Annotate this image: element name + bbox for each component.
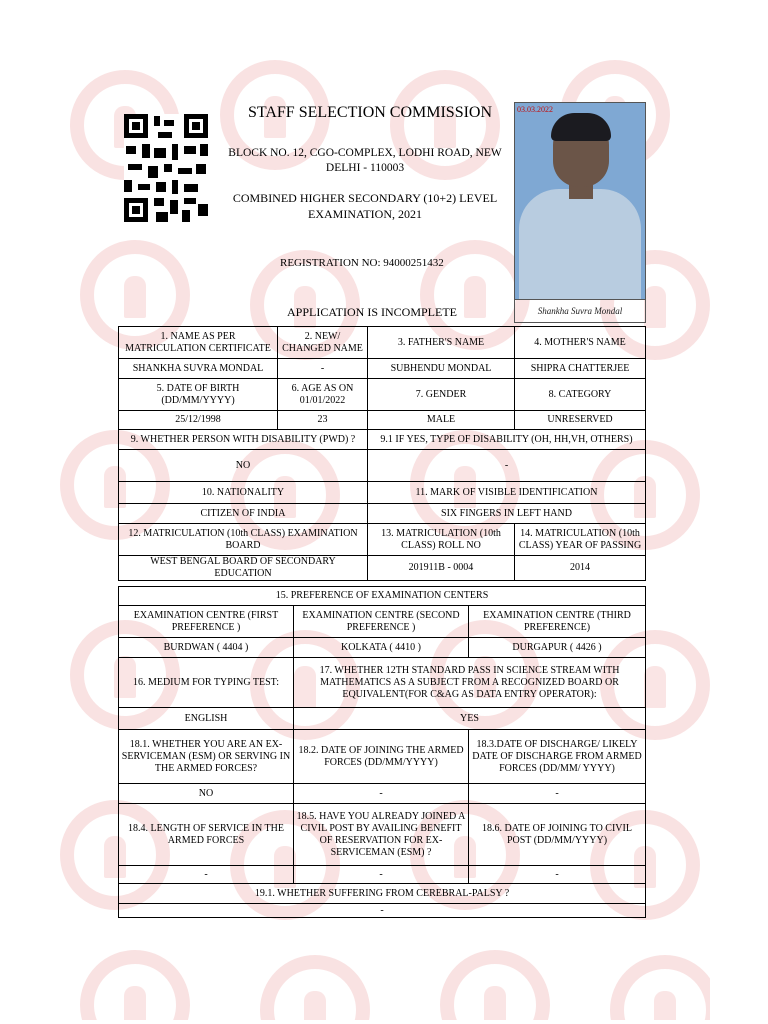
- civil-post-date-header: 18.6. DATE OF JOINING TO CIVIL POST (DD/MM/YYYY): [469, 804, 646, 866]
- category-header: 8. CATEGORY: [515, 379, 646, 411]
- identification-mark-header: 11. MARK OF VISIBLE IDENTIFICATION: [368, 482, 646, 504]
- mother-name-header: 4. MOTHER'S NAME: [515, 327, 646, 359]
- father-name-header: 3. FATHER'S NAME: [368, 327, 515, 359]
- typing-medium-header: 16. MEDIUM FOR TYPING TEST:: [119, 658, 294, 708]
- roll-value: 201911B - 0004: [368, 556, 515, 581]
- cerebral-palsy-value: -: [119, 904, 646, 918]
- passing-year-value: 2014: [515, 556, 646, 581]
- centre-second-header: EXAMINATION CENTRE (SECOND PREFERENCE ): [294, 606, 469, 638]
- qr-code: [124, 114, 208, 222]
- centre-third-value: DURGAPUR ( 4426 ): [469, 638, 646, 658]
- candidate-photo: [514, 102, 646, 300]
- centre-second-value: KOLKATA ( 4410 ): [294, 638, 469, 658]
- cerebral-palsy-header: 19.1. WHETHER SUFFERING FROM CEREBRAL-PALSY ?: [119, 884, 646, 904]
- registration-number: REGISTRATION NO: 94000251432: [280, 257, 444, 269]
- dob-header: 5. DATE OF BIRTH (DD/MM/YYYY): [119, 379, 278, 411]
- gender-value: MALE: [368, 411, 515, 430]
- civil-post-header: 18.5. HAVE YOU ALREADY JOINED A CIVIL POST BY AVAILING BENEFIT OF RESERVATION FOR EX-SERVICEMAN (ESM) ?: [294, 804, 469, 866]
- pwd-header: 9. WHETHER PERSON WITH DISABILITY (PWD) ?: [119, 430, 368, 450]
- category-value: UNRESERVED: [515, 411, 646, 430]
- mother-name-value: SHIPRA CHATTERJEE: [515, 359, 646, 379]
- changed-name-header: 2. NEW/ CHANGED NAME: [278, 327, 368, 359]
- commission-address: BLOCK NO. 12, CGO-COMPLEX, LODHI ROAD, NEW DELHI - 110003: [228, 147, 502, 174]
- service-length-header: 18.4. LENGTH OF SERVICE IN THE ARMED FORCES: [119, 804, 294, 866]
- typing-medium-value: ENGLISH: [119, 708, 294, 730]
- armed-joining-value: -: [294, 784, 469, 804]
- science-stream-value: YES: [294, 708, 646, 730]
- pwd-type-header: 9.1 IF YES, TYPE OF DISABILITY (OH, HH,VH, OTHERS): [368, 430, 646, 450]
- age-value: 23: [278, 411, 368, 430]
- science-stream-header: 17. WHETHER 12TH STANDARD PASS IN SCIENCE STREAM WITH MATHEMATICS AS A SUBJECT FROM A RECOGNIZED BOARD OR EQUIVALENT(FOR C&AG AS DATA ENTRY OPERATOR):: [294, 658, 646, 708]
- armed-discharge-value: -: [469, 784, 646, 804]
- name-value: SHANKHA SUVRA MONDAL: [119, 359, 278, 379]
- esm-value: NO: [119, 784, 294, 804]
- service-length-value: -: [119, 866, 294, 884]
- centre-first-value: BURDWAN ( 4404 ): [119, 638, 294, 658]
- pwd-type-value: -: [368, 450, 646, 482]
- father-name-value: SUBHENDU MONDAL: [368, 359, 515, 379]
- changed-name-value: -: [278, 359, 368, 379]
- nationality-header: 10. NATIONALITY: [119, 482, 368, 504]
- roll-header: 13. MATRICULATION (10th CLASS) ROLL NO: [368, 524, 515, 556]
- exam-preferences-table: [118, 586, 646, 918]
- personal-details-table: [118, 326, 646, 581]
- board-value: WEST BENGAL BOARD OF SECONDARY EDUCATION: [119, 556, 368, 581]
- photo-date: 03.03.2022: [517, 105, 553, 114]
- age-header: 6. AGE AS ON 01/01/2022: [278, 379, 368, 411]
- centre-third-header: EXAMINATION CENTRE (THIRD PREFERENCE): [469, 606, 646, 638]
- armed-discharge-header: 18.3.DATE OF DISCHARGE/ LIKELY DATE OF DISCHARGE FROM ARMED FORCES (DD/MM/ YYYY): [469, 730, 646, 784]
- gender-header: 7. GENDER: [368, 379, 515, 411]
- passing-year-header: 14. MATRICULATION (10th CLASS) YEAR OF PASSING: [515, 524, 646, 556]
- esm-header: 18.1. WHETHER YOU ARE AN EX-SERVICEMAN (ESM) OR SERVING IN THE ARMED FORCES?: [119, 730, 294, 784]
- application-status: APPLICATION IS INCOMPLETE: [287, 305, 458, 319]
- armed-joining-header: 18.2. DATE OF JOINING THE ARMED FORCES (DD/MM/YYYY): [294, 730, 469, 784]
- commission-title: STAFF SELECTION COMMISSION: [247, 104, 493, 121]
- board-header: 12. MATRICULATION (10th CLASS) EXAMINATION BOARD: [119, 524, 368, 556]
- candidate-signature: Shankha Suvra Mondal: [514, 300, 646, 323]
- pwd-value: NO: [119, 450, 368, 482]
- name-header: 1. NAME AS PER MATRICULATION CERTIFICATE: [119, 327, 278, 359]
- exam-name: COMBINED HIGHER SECONDARY (10+2) LEVEL EXAMINATION, 2021: [232, 191, 498, 221]
- nationality-value: CITIZEN OF INDIA: [119, 504, 368, 524]
- civil-post-value: -: [294, 866, 469, 884]
- preference-header: 15. PREFERENCE OF EXAMINATION CENTERS: [119, 587, 646, 606]
- centre-first-header: EXAMINATION CENTRE (FIRST PREFERENCE ): [119, 606, 294, 638]
- civil-post-date-value: -: [469, 866, 646, 884]
- dob-value: 25/12/1998: [119, 411, 278, 430]
- identification-mark-value: SIX FINGERS IN LEFT HAND: [368, 504, 646, 524]
